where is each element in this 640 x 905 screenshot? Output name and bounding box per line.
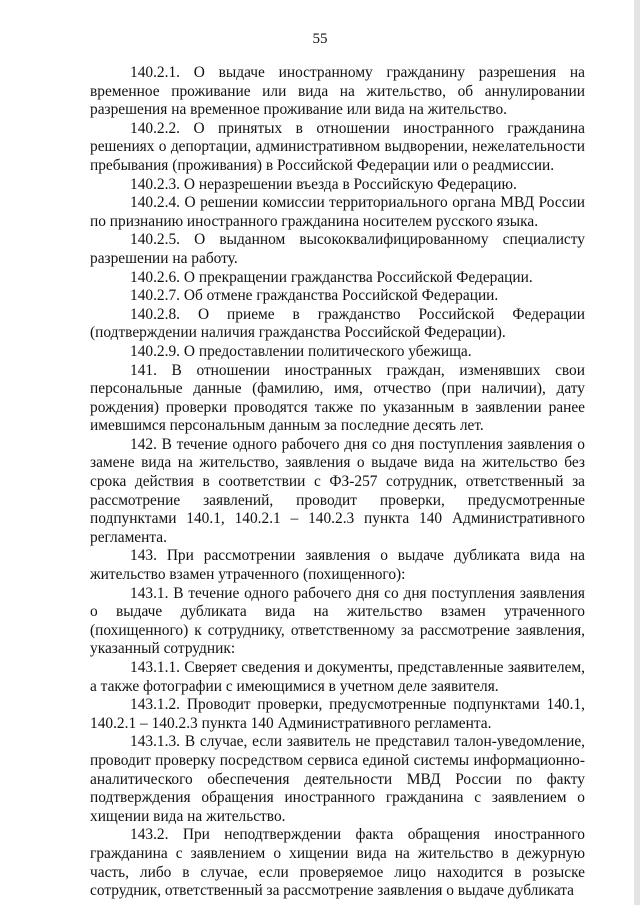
scrollbar[interactable] [634,0,640,905]
paragraph-140-2-7: 140.2.7. Об отмене гражданства Российской Федерации. [130,287,499,305]
paragraph-140-2-6: 140.2.6. О прекращении гражданства Российской Федерации. [130,268,533,286]
paragraph-140-2-1: 140.2.1. О выдаче иностранному гражданину разрешения на временное проживание или вида на жительство, об аннулировании разрешения на временное проживание или вида на жительство. [90,64,585,119]
paragraph-143-1-3: 143.1.3. В случае, если заявитель не представил талон-уведомление, проводит проверку посредством сервиса единой системы информационно-аналитического обеспечения деятельности МВД России по факту подтверждения обращения иностранного гражданина с заявлением о хищении вида на жительство. [90,733,585,825]
document-body [90,64,585,901]
paragraph-140-2-2: 140.2.2. О принятых в отношении иностранного гражданина решениях о депортации, административном выдворении, нежелательности пребывания (проживания) в Российской Федерации или о реадмиссии. [90,119,585,174]
paragraph-140-2-5: 140.2.5. О выданном высококвалифицированному специалисту разрешении на работу. [90,231,585,267]
paragraph-140-2-4: 140.2.4. О решении комиссии территориального органа МВД России по признанию иностранного гражданина носителем русского языка. [90,194,585,230]
paragraph-143-1-2: 143.1.2. Проводит проверки, предусмотренные подпунктами 140.1, 140.2.1 – 140.2.3 пункта 140 Административного регламента. [90,696,585,732]
paragraph-143-1: 143.1. В течение одного рабочего дня со дня поступления заявления о выдаче дубликата вида на жительство взамен утраченного (похищенного) к сотруднику, ответственному за рассмотрение заявления, указанный сотрудник: [90,584,585,658]
page-number: 55 [312,31,328,47]
paragraph-140-2-8: 140.2.8. О приеме в гражданство Российской Федерации (подтверждении наличия гражданства Российской Федерации). [90,305,585,342]
paragraph-141: 141. В отношении иностранных граждан, изменявших свои персональные данные (фамилию, имя, отчество (при наличии), дату рождения) проверки проводятся также по указанным в заявлении ранее имевшимся персональным данным за последние десять лет. [90,361,585,435]
paragraph-142: 142. В течение одного рабочего дня со дня поступления заявления о замене вида на жительство, заявления о выдаче вида на жительство без срока действия в соответствии с ФЗ-257 сотрудник, ответственный за рассмотрение заявлений, проводит проверки, предусмотренные подпунктами 140.1, 140.2.1 – 140.2.3 пункта 140 Административного регламента. [90,435,585,546]
paragraph-140-2-9: 140.2.9. О предоставлении политического убежища. [130,342,472,360]
paragraph-143-1-1: 143.1.1. Сверяет сведения и документы, представленные заявителем, а также фотографии с имеющимися в учетном деле заявителя. [90,659,585,695]
paragraph-143: 143. При рассмотрении заявления о выдаче дубликата вида на жительство взамен утраченного (похищенного): [90,547,585,584]
paragraph-140-2-3: 140.2.3. О неразрешении въезда в Российскую Федерацию. [130,175,517,193]
paragraph-143-2: 143.2. При неподтверждении факта обращения иностранного гражданина с заявлением о хищении вида на жительство в дежурную часть, либо в случае, если проверяемое лицо находится в розыске сотрудник, ответственный за рассмотрение заявления о выдаче дубликата [90,826,585,900]
